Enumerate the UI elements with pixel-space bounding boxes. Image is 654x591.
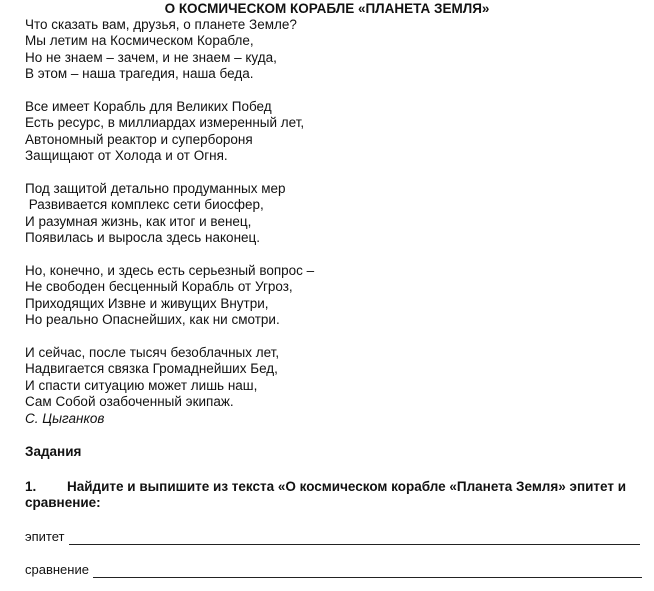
task-number: 1. [25,479,37,494]
comparison-label: сравнение [25,562,89,577]
epithet-answer-line[interactable] [69,532,641,545]
answer-row-epithet [25,529,640,545]
poem-line: Развивается комплекс сети биосфер, [25,197,264,213]
tasks-heading: Задания [25,444,82,459]
poem-stanza [25,17,314,83]
poem-line: Надвигается связка Громаднейших Бед, [25,361,278,377]
poem-line: Но не знаем – зачем, и не знаем – куда, [25,49,277,65]
poem-line: И спасти ситуацию может лишь наш, [25,377,258,393]
poem-line: Мы летим на Космическом Корабле, [25,33,254,49]
poem-line: Автономный реактор и супербороня [25,131,253,147]
answer-row-comparison [25,562,642,578]
poem-stanza [25,99,314,165]
epithet-label: эпитет [25,529,65,544]
poem-line: Но реально Опаснейших, как ни смотри. [25,312,280,328]
poem-line: Защищают от Холода и от Огня. [25,148,228,164]
poem-author: С. Цыганков [25,410,105,426]
poem-line: Приходящих Извне и живущих Внутри, [25,295,269,311]
poem-line: Не свободен бесценный Корабль от Угроз, [25,279,293,295]
poem-line: И разумная жизнь, как итог и венец, [25,213,252,229]
task-1 [25,479,654,512]
poem-line: И сейчас, после тысяч безоблачных лет, [25,345,280,361]
poem-line: Под защитой детально продуманных мер [25,181,286,197]
poem-line: Но, конечно, и здесь есть серьезный вопрос – [25,263,315,279]
poem-stanza [25,345,314,427]
comparison-answer-line[interactable] [93,565,642,578]
poem-line: Сам Собой озабоченный экипаж. [25,394,234,410]
poem-line: Что сказать вам, друзья, о планете Земле? [25,17,297,32]
poem-line: Все имеет Корабль для Великих Побед [25,99,272,115]
poem-line: В этом – наша трагедия, наша беда. [25,66,254,82]
document-title: О КОСМИЧЕСКОМ КОРАБЛЕ «ПЛАНЕТА ЗЕМЛЯ» [164,1,490,16]
poem-stanza [25,263,314,329]
poem-line: Появилась и выросла здесь наконец. [25,230,261,246]
poem-stanza [25,181,314,247]
poem-line: Есть ресурс, в миллиардах измеренный лет, [25,115,305,131]
poem [25,17,314,427]
task-text: Найдите и выпишите из текста «О космическом корабле «Планета Земля» эпитет и сравнение: [25,479,627,511]
